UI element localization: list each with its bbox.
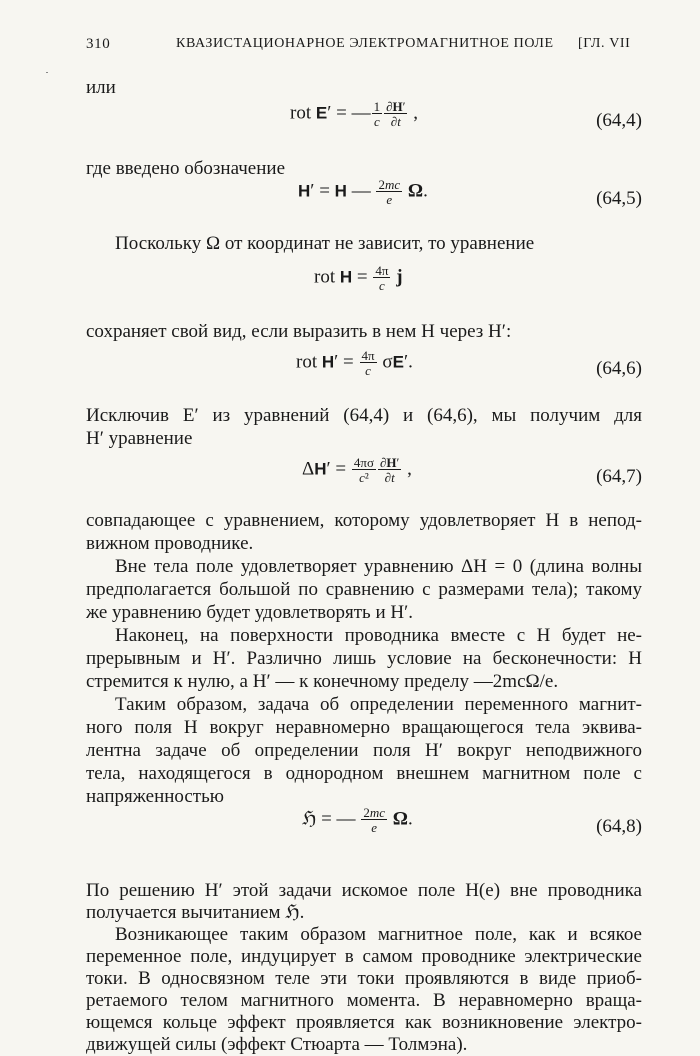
equation-number: (64,7): [596, 466, 642, 487]
equation-number: (64,8): [596, 816, 642, 837]
text-line: Таким образом, задача об определении переменного магнит-: [115, 694, 642, 715]
equation-64-5: H′ = H — $\frac{2mc}{e}$ Ω.: [298, 177, 428, 207]
text-line: движущей силы (эффект Стюарта — Толмэна).: [86, 1034, 468, 1055]
page-number: 310: [86, 36, 111, 52]
text-line: Поскольку Ω от координат не зависит, то уравнение: [115, 233, 535, 254]
text-line: прерывным и H′. Различно лишь условие на бесконечности: H: [86, 648, 642, 669]
text-line: или: [86, 77, 116, 98]
equation-64-8: ℌ = — $\frac{2mc}{e}$ Ω.: [302, 805, 413, 835]
text-line: ющемся кольце эффект проявляется как возникновение электро-: [86, 1012, 642, 1033]
text-line: совпадающее с уравнением, которому удовлетворяет H в непод-: [86, 510, 642, 531]
equation-64-4: rot E′ = — $\frac{1}{c}$ $\frac{\partial H'}{\partial t}$ ,: [290, 99, 418, 129]
text-line: Наконец, на поверхности проводника вместе с H будет не-: [115, 625, 642, 646]
text-line: тела, находящегося в однородном внешнем магнитном поле с: [86, 763, 642, 784]
equation-number: (64,6): [596, 358, 642, 379]
text-line: ретаемого телом магнитного момента. В неравномерно враща-: [86, 990, 642, 1011]
text-line: По решению H′ этой задачи искомое поле H(e) вне проводника: [86, 880, 642, 901]
running-title: КВАЗИСТАЦИОНАРНОЕ ЭЛЕКТРОМАГНИТНОЕ ПОЛЕ: [176, 36, 554, 51]
text-line: получается вычитанием ℌ.: [86, 902, 305, 923]
equation-64-6: rot H′ = $\frac{4\pi}{c}$ σE′.: [296, 348, 413, 378]
text-line: Возникающее таким образом магнитное поле, как и всякое: [115, 924, 642, 945]
text-line: Исключив E′ из уравнений (64,4) и (64,6), мы получим для: [86, 405, 642, 426]
text-line: ного поля H вокруг неравномерно вращающегося тела эквива-: [86, 717, 642, 738]
text-line: токи. В односвязном теле эти токи проявляются в виде приоб-: [86, 968, 642, 989]
text-line: переменное поле, индуцирует в самом проводнике электрические: [86, 946, 642, 967]
equation-number: (64,4): [596, 110, 642, 131]
equation-number: (64,5): [596, 188, 642, 209]
text-line: лентна задаче об определении поля H′ вокруг неподвижного: [86, 740, 642, 761]
text-line: сохраняет свой вид, если выразить в нем H через H′:: [86, 321, 512, 342]
text-line: где введено обозначение: [86, 158, 285, 179]
chapter-label: [ГЛ. VII: [578, 36, 631, 51]
text-line: стремится к нулю, а H′ — к конечному пределу —2mcΩ/e.: [86, 671, 559, 692]
text-line: напряженностью: [86, 786, 224, 807]
text-line: предполагается большой по сравнению с размерами тела); такому: [86, 579, 642, 600]
equation-64-7: ΔH′ = $\frac{4\pi\sigma}{\text{c²}}$ $\frac{\partial H'}{\partial t}$ ,: [302, 455, 412, 485]
text-line: H′ уравнение: [86, 428, 193, 449]
text-line: же уравнению будет удовлетворять и H′.: [86, 602, 413, 623]
text-line: Вне тела поле удовлетворяет уравнению ΔH = 0 (длина волны: [115, 556, 642, 577]
text-line: вижном проводнике.: [86, 533, 254, 554]
equation-rot-h: rot H = $\frac{4\pi}{c}$ j: [314, 263, 403, 293]
margin-mark: [46, 72, 48, 73]
